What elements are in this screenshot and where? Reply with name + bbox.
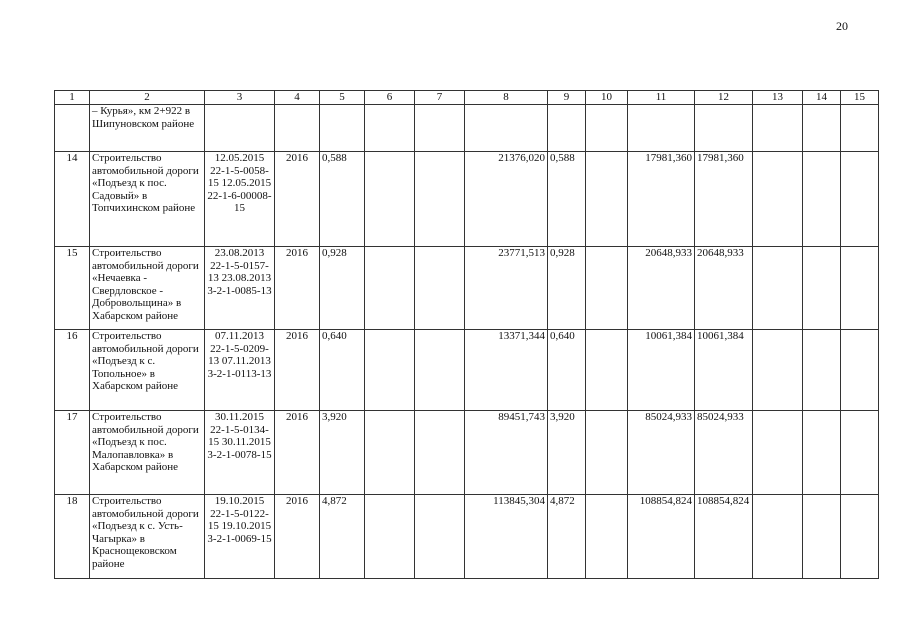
table-row	[55, 330, 879, 411]
cell-col-15	[841, 247, 879, 330]
cell-col-6	[365, 105, 415, 152]
cell-col-1: 17	[55, 411, 90, 495]
header-cell-9: 9	[548, 91, 586, 105]
cell-col-11: 20648,933	[628, 247, 695, 330]
cell-col-12: 20648,933	[695, 247, 753, 330]
cell-col-11: 85024,933	[628, 411, 695, 495]
cell-col-9: 0,588	[548, 152, 586, 247]
cell-col-2: Строительство автомобильной дороги «Нечаевка - Свердловское - Добровольщина» в Хабарском районе	[90, 247, 205, 330]
cell-col-7	[415, 411, 465, 495]
cell-col-13	[753, 495, 803, 579]
cell-col-14	[803, 411, 841, 495]
cell-col-7	[415, 152, 465, 247]
cell-col-12	[695, 105, 753, 152]
cell-col-14	[803, 495, 841, 579]
cell-col-9: 4,872	[548, 495, 586, 579]
cell-col-6	[365, 152, 415, 247]
cell-col-7	[415, 495, 465, 579]
cell-col-15	[841, 105, 879, 152]
cell-col-3: 23.08.2013 22-1-5-0157-13 23.08.2013 3-2-1-0085-13	[205, 247, 275, 330]
cell-col-7	[415, 247, 465, 330]
cell-col-2: Строительство автомобильной дороги «Подъезд к пос. Малопавловка» в Хабарском районе	[90, 411, 205, 495]
cell-col-9: 3,920	[548, 411, 586, 495]
cell-col-8: 89451,743	[465, 411, 548, 495]
cell-col-1	[55, 105, 90, 152]
header-cell-5: 5	[320, 91, 365, 105]
cell-col-13	[753, 105, 803, 152]
header-cell-10: 10	[586, 91, 628, 105]
cell-col-6	[365, 330, 415, 411]
header-cell-6: 6	[365, 91, 415, 105]
cell-col-4: 2016	[275, 330, 320, 411]
header-cell-1: 1	[55, 91, 90, 105]
header-cell-13: 13	[753, 91, 803, 105]
cell-col-11: 17981,360	[628, 152, 695, 247]
header-cell-14: 14	[803, 91, 841, 105]
header-cell-2: 2	[90, 91, 205, 105]
cell-col-15	[841, 330, 879, 411]
cell-col-1: 15	[55, 247, 90, 330]
cell-col-6	[365, 411, 415, 495]
cell-col-8: 21376,020	[465, 152, 548, 247]
header-cell-12: 12	[695, 91, 753, 105]
cell-col-14	[803, 330, 841, 411]
header-row	[55, 91, 879, 105]
cell-col-4: 2016	[275, 495, 320, 579]
cell-col-5: 0,640	[320, 330, 365, 411]
cell-col-10	[586, 330, 628, 411]
cell-col-3: 19.10.2015 22-1-5-0122-15 19.10.2015 3-2-1-0069-15	[205, 495, 275, 579]
cell-col-12: 17981,360	[695, 152, 753, 247]
cell-col-4	[275, 105, 320, 152]
cell-col-9: 0,928	[548, 247, 586, 330]
cell-col-1: 18	[55, 495, 90, 579]
cell-col-15	[841, 411, 879, 495]
cell-col-6	[365, 495, 415, 579]
cell-col-8: 23771,513	[465, 247, 548, 330]
cell-col-10	[586, 247, 628, 330]
cell-col-14	[803, 105, 841, 152]
cell-col-13	[753, 152, 803, 247]
cell-col-13	[753, 247, 803, 330]
header-cell-7: 7	[415, 91, 465, 105]
cell-col-2: – Курья», км 2+922 в Шипуновском районе	[90, 105, 205, 152]
cell-col-8: 13371,344	[465, 330, 548, 411]
cell-col-2: Строительство автомобильной дороги «Подъезд к с. Усть-Чагырка» в Краснощековском районе	[90, 495, 205, 579]
cell-col-14	[803, 152, 841, 247]
cell-col-10	[586, 411, 628, 495]
cell-col-11	[628, 105, 695, 152]
cell-col-5: 4,872	[320, 495, 365, 579]
cell-col-3: 12.05.2015 22-1-5-0058-15 12.05.2015 22-1-6-00008-15	[205, 152, 275, 247]
cell-col-12: 10061,384	[695, 330, 753, 411]
page-number: 20	[836, 19, 848, 33]
cell-col-8: 113845,304	[465, 495, 548, 579]
table-row	[55, 411, 879, 495]
header-cell-15: 15	[841, 91, 879, 105]
cell-col-8	[465, 105, 548, 152]
cell-col-7	[415, 105, 465, 152]
cell-col-5: 0,928	[320, 247, 365, 330]
cell-col-1: 14	[55, 152, 90, 247]
cell-col-14	[803, 247, 841, 330]
cell-col-4: 2016	[275, 152, 320, 247]
header-cell-11: 11	[628, 91, 695, 105]
cell-col-5	[320, 105, 365, 152]
cell-col-4: 2016	[275, 411, 320, 495]
cell-col-7	[415, 330, 465, 411]
table-row	[55, 152, 879, 247]
document-table	[54, 90, 879, 579]
cell-col-15	[841, 152, 879, 247]
header-cell-4: 4	[275, 91, 320, 105]
cell-col-1: 16	[55, 330, 90, 411]
cell-col-9: 0,640	[548, 330, 586, 411]
cell-col-12: 108854,824	[695, 495, 753, 579]
table-row	[55, 247, 879, 330]
cell-col-10	[586, 152, 628, 247]
cell-col-11: 108854,824	[628, 495, 695, 579]
header-cell-8: 8	[465, 91, 548, 105]
cell-col-5: 3,920	[320, 411, 365, 495]
cell-col-11: 10061,384	[628, 330, 695, 411]
header-cell-3: 3	[205, 91, 275, 105]
cell-col-6	[365, 247, 415, 330]
cell-col-13	[753, 411, 803, 495]
cell-col-10	[586, 105, 628, 152]
cell-col-15	[841, 495, 879, 579]
cell-col-12: 85024,933	[695, 411, 753, 495]
cell-col-3: 30.11.2015 22-1-5-0134-15 30.11.2015 3-2-1-0078-15	[205, 411, 275, 495]
table-row	[55, 495, 879, 579]
cell-col-5: 0,588	[320, 152, 365, 247]
cell-col-9	[548, 105, 586, 152]
cell-col-3	[205, 105, 275, 152]
cell-col-2: Строительство автомобильной дороги «Подъезд к пос. Садовый» в Топчихинском районе	[90, 152, 205, 247]
cell-col-10	[586, 495, 628, 579]
cell-col-4: 2016	[275, 247, 320, 330]
cell-col-3: 07.11.2013 22-1-5-0209-13 07.11.2013 3-2-1-0113-13	[205, 330, 275, 411]
cell-col-2: Строительство автомобильной дороги «Подъезд к с. Топольное» в Хабарском районе	[90, 330, 205, 411]
table-row	[55, 105, 879, 152]
cell-col-13	[753, 330, 803, 411]
